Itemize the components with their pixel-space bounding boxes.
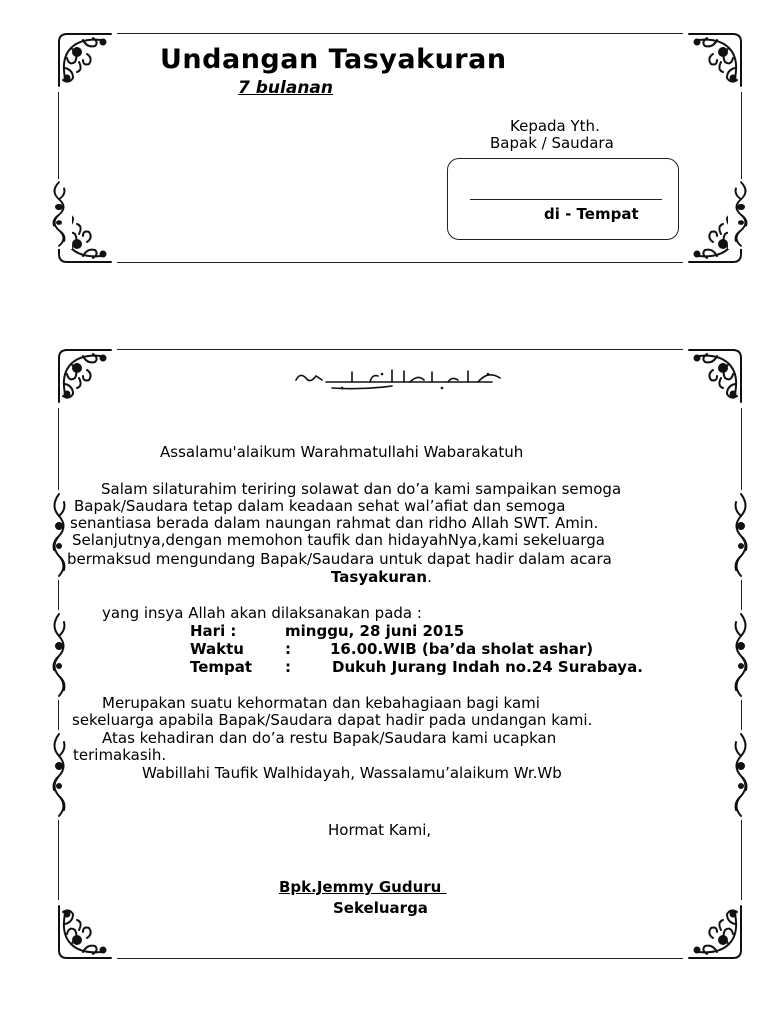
bismillah-calligraphy [292, 366, 506, 392]
schedule-day-value: minggu, 28 juni 2015 [285, 622, 465, 640]
signer-title: Sekeluarga [333, 899, 428, 917]
floral-side-ornament [46, 179, 72, 249]
schedule-time-value: 16.00.WIB (ba’da sholat ashar) [330, 640, 594, 658]
invitation-title: Undangan Tasyakuran [160, 44, 507, 75]
paragraph-line: Salam silaturahim teriring solawat dan do’a kami sampaikan semoga [101, 480, 622, 498]
invitation-subtitle: 7 bulanan [238, 78, 333, 98]
floral-corner-ornament [683, 900, 747, 964]
floral-side-ornament [728, 490, 754, 580]
event-period: . [427, 568, 432, 586]
paragraph-line: Bapak/Saudara tetap dalam keadaan sehat wal’afiat dan semoga [74, 497, 566, 515]
paragraph-line: bermaksud mengundang Bapak/Saudara untuk dapat hadir dalam acara [67, 550, 612, 568]
floral-corner-ornament [53, 28, 117, 92]
signer-name: Bpk.Jemmy Guduru [279, 878, 447, 896]
floral-side-ornament [46, 730, 72, 820]
schedule-time-label: Waktu [190, 640, 244, 658]
closing-line: Atas kehadiran dan do’a restu Bapak/Saudara kami ucapkan [102, 729, 557, 747]
schedule-place-value: Dukuh Jurang Indah no.24 Surabaya. [332, 658, 643, 676]
floral-corner-ornament [683, 344, 747, 408]
paragraph-line: senantiasa berada dalam naungan rahmat dan ridho Allah SWT. Amin. [70, 514, 599, 532]
floral-side-ornament [728, 730, 754, 820]
closing-line: Merupakan suatu kehormatan dan kebahagiaan bagi kami [102, 694, 540, 712]
recipient-title: Bapak / Saudara [490, 134, 614, 152]
event-name: Tasyakuran [331, 568, 428, 586]
recipient-salutation: Kepada Yth. [510, 117, 600, 135]
floral-corner-ornament [683, 28, 747, 92]
paragraph-line: Selanjutnya,dengan memohon taufik dan hidayahNya,kami sekeluarga [72, 531, 605, 549]
floral-side-ornament [728, 610, 754, 700]
address-blank-line [470, 199, 662, 200]
destination-label: di - Tempat [544, 205, 639, 223]
floral-corner-ornament [53, 344, 117, 408]
schedule-time-separator: : [285, 640, 291, 658]
schedule-place-separator: : [285, 658, 291, 676]
greeting: Assalamu'alaikum Warahmatullahi Wabarakatuh [160, 443, 524, 461]
floral-side-ornament [728, 179, 754, 249]
address-box [447, 158, 679, 240]
closing-line: terimakasih. [73, 746, 167, 764]
closing-line: Wabillahi Taufik Walhidayah, Wassalamu’alaikum Wr.Wb [142, 764, 562, 782]
event-line [331, 568, 432, 586]
schedule-intro: yang insya Allah akan dilaksanakan pada : [102, 604, 422, 622]
floral-corner-ornament [53, 900, 117, 964]
regards: Hormat Kami, [328, 821, 432, 839]
schedule-day-label: Hari : [190, 622, 237, 640]
closing-line: sekeluarga apabila Bapak/Saudara dapat hadir pada undangan kami. [72, 711, 593, 729]
schedule-place-label: Tempat [190, 658, 253, 676]
floral-side-ornament [46, 610, 72, 700]
